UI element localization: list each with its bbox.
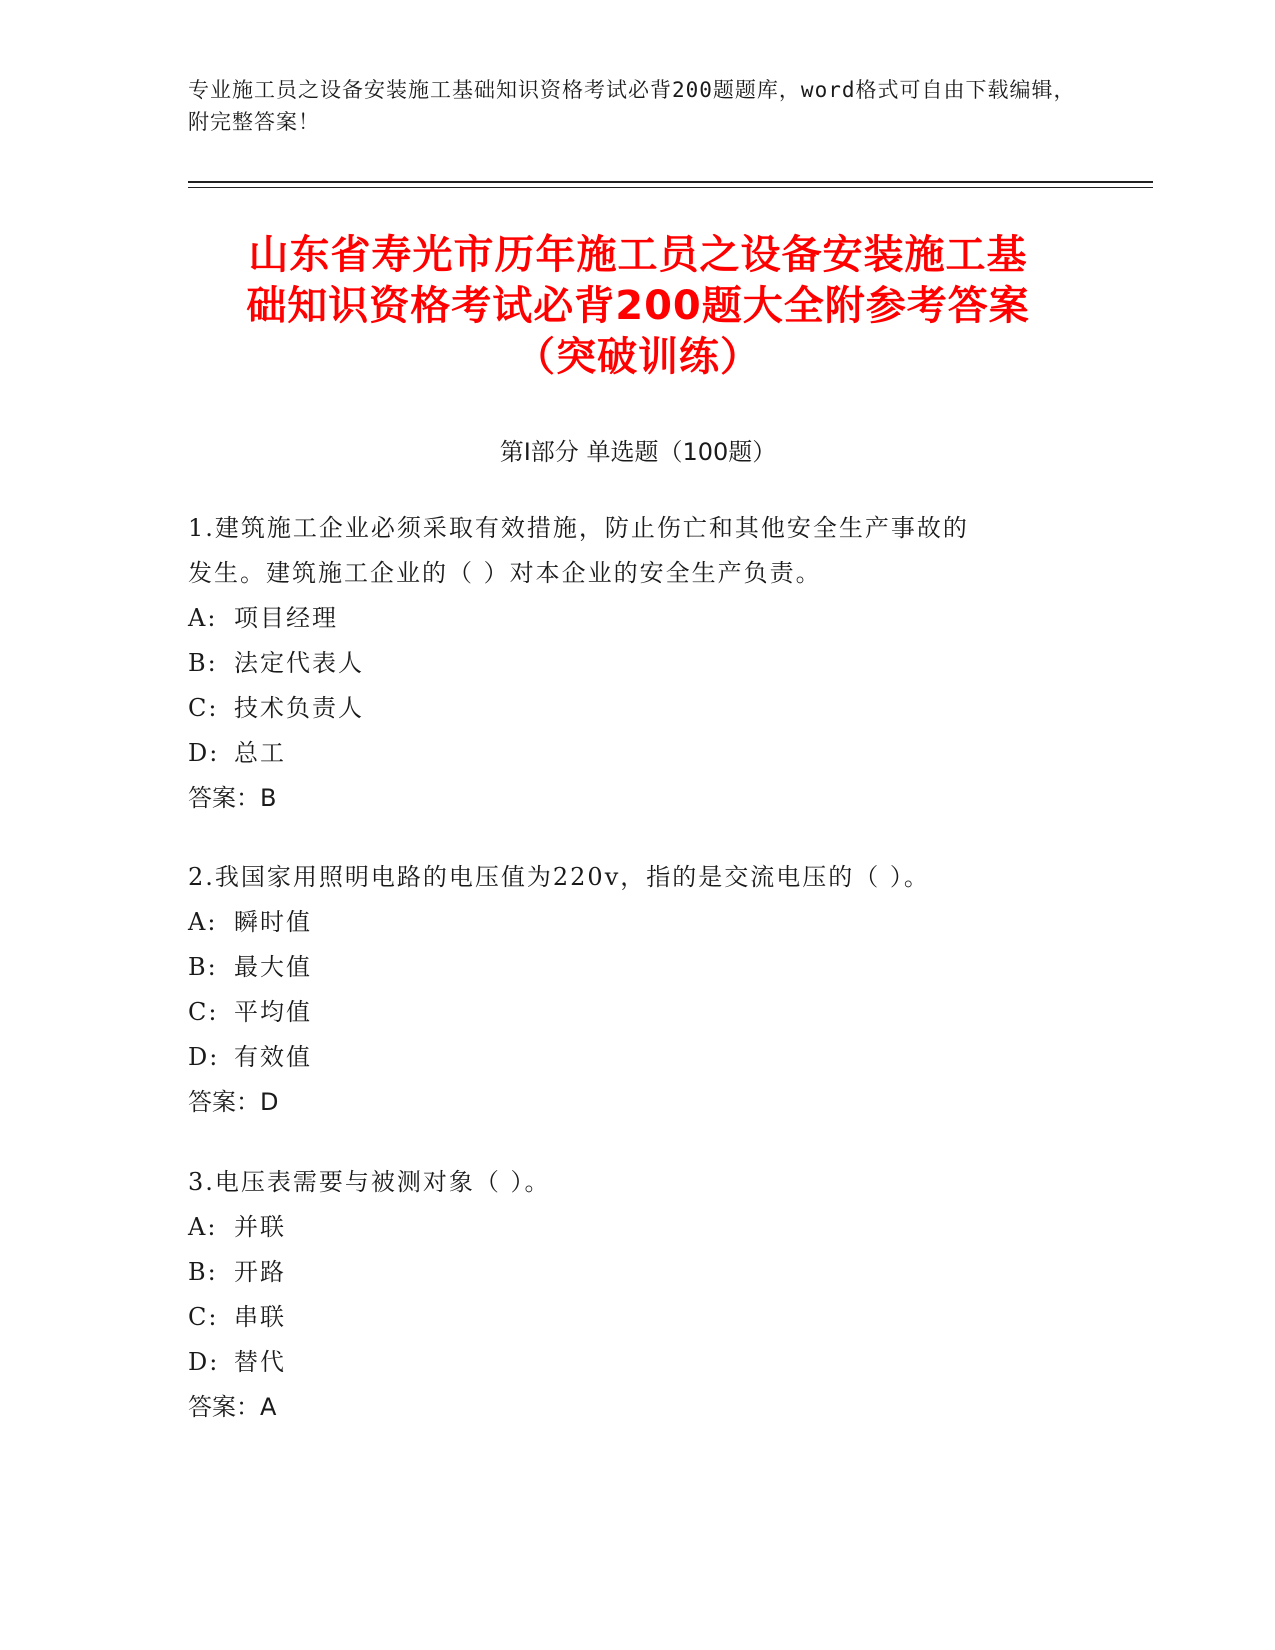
title-line-3: （突破训练） (515, 334, 761, 380)
option-letter: A: (188, 908, 218, 936)
option-letter: C: (188, 1303, 219, 1331)
option-letter: D: (188, 1043, 220, 1071)
option-text: 技术负责人 (234, 694, 364, 722)
option-letter: C: (188, 998, 219, 1026)
option-text: 法定代表人 (234, 649, 364, 677)
question-stem (188, 1160, 1088, 1205)
option-letter: A: (188, 604, 218, 632)
title-line-2: 础知识资格考试必背200题大全附参考答案 (246, 283, 1030, 329)
document-title (188, 230, 1088, 383)
option-letter: A: (188, 1213, 218, 1241)
option-b (188, 1250, 1088, 1295)
question-3 (188, 1160, 1088, 1430)
question-2 (188, 855, 1088, 1125)
option-d (188, 1340, 1088, 1385)
header-note: 专业施工员之设备安装施工基础知识资格考试必背200题题库，word格式可自由下载编辑，附完整答案！ (188, 78, 1076, 134)
option-text: 平均值 (234, 998, 312, 1026)
option-text: 有效值 (234, 1043, 312, 1071)
option-letter: B: (188, 953, 218, 981)
title-line-1: 山东省寿光市历年施工员之设备安装施工基 (248, 232, 1028, 278)
header-divider-thin (188, 187, 1153, 188)
question-stem-line: 发生。建筑施工企业的（ ）对本企业的安全生产负责。 (188, 559, 822, 587)
option-text: 并联 (234, 1213, 286, 1241)
option-a (188, 1205, 1088, 1250)
option-letter: D: (188, 1348, 220, 1376)
option-text: 项目经理 (234, 604, 338, 632)
section-heading: 第Ⅰ部分 单选题（100题） (499, 438, 777, 466)
option-c (188, 1295, 1088, 1340)
question-stem-line: 3.电压表需要与被测对象（ ）。 (188, 1168, 551, 1196)
header-divider-thick (188, 181, 1153, 183)
question-stem-line: 2.我国家用照明电路的电压值为220v，指的是交流电压的（ ）。 (188, 863, 930, 891)
answer-line: 答案：A (188, 1393, 277, 1421)
option-letter: B: (188, 649, 218, 677)
option-letter: D: (188, 739, 220, 767)
option-text: 替代 (234, 1348, 286, 1376)
option-a (188, 900, 1088, 945)
option-d (188, 1035, 1088, 1080)
option-letter: B: (188, 1258, 218, 1286)
option-text: 最大值 (234, 953, 312, 981)
option-b (188, 945, 1088, 990)
option-text: 瞬时值 (234, 908, 312, 936)
question-stem (188, 506, 1088, 596)
answer-line: 答案：D (188, 1088, 279, 1116)
option-text: 总工 (234, 739, 286, 767)
option-letter: C: (188, 694, 219, 722)
option-text: 串联 (234, 1303, 286, 1331)
option-c (188, 990, 1088, 1035)
question-1 (188, 506, 1088, 821)
option-c (188, 686, 1088, 731)
option-d (188, 731, 1088, 776)
answer-line: 答案：B (188, 784, 277, 812)
question-stem (188, 855, 1088, 900)
question-stem-line: 1.建筑施工企业必须采取有效措施，防止伤亡和其他安全生产事故的 (188, 514, 969, 542)
option-a (188, 596, 1088, 641)
option-b (188, 641, 1088, 686)
option-text: 开路 (234, 1258, 286, 1286)
